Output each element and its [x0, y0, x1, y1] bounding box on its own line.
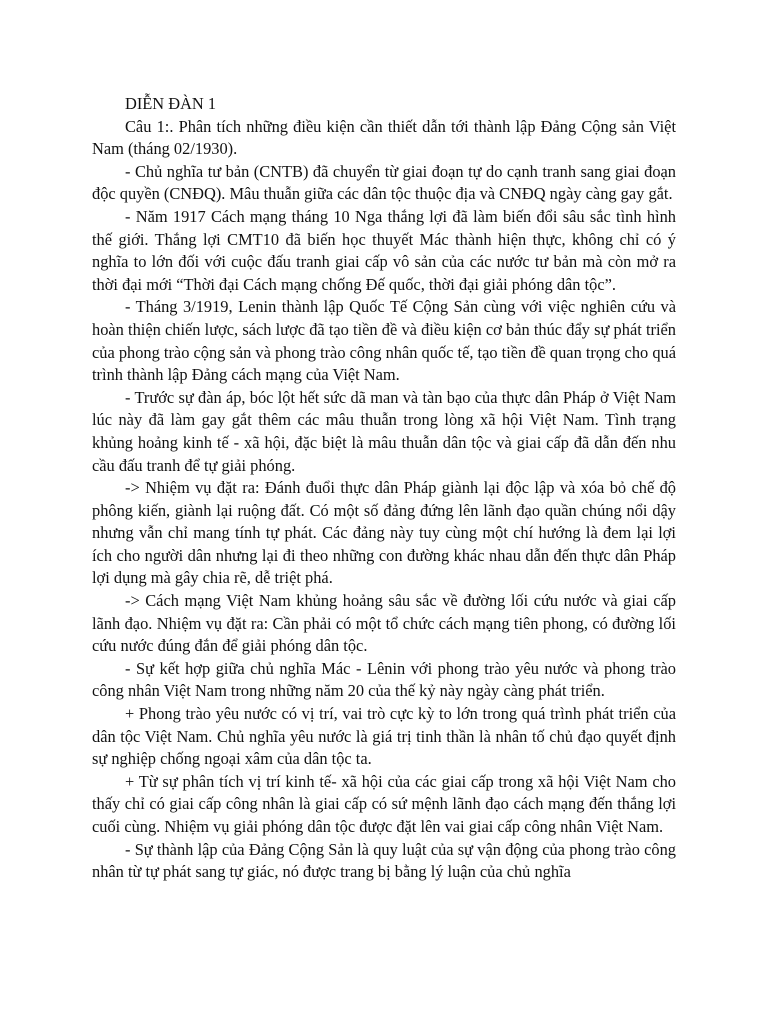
paragraph-colonial-oppression: - Trước sự đàn áp, bóc lột hết sức dã man và tàn bạo của thực dân Pháp ở Việt Nam lúc này đã làm gay gắt thêm các mâu thuẫn trong lòng xã hội Việt Nam. Tình trạng khủng hoảng kinh tế - xã hội, đặc biệt là mâu thuẫn dân tộc và giai cấp đã dẫn đến nhu cầu đấu tranh để tự giải phóng.	[92, 387, 676, 475]
paragraph-comintern-1919: - Tháng 3/1919, Lenin thành lập Quốc Tế Cộng Sản cùng với việc nghiên cứu và hoàn thiện chiến lược, sách lược đã tạo tiền đề và điều kiện cơ bản thúc đẩy sự phát triển của phong trào cộng sản và phong trào công nhân quốc tế, tạo tiền đề quan trọng cho quá trình thành lập Đảng cách mạng của Việt Nam.	[92, 297, 676, 385]
paragraph-marxism-combination: - Sự kết hợp giữa chủ nghĩa Mác - Lênin với phong trào yêu nước và phong trào công nhân Việt Nam trong những năm 20 của thế kỷ này ngày càng phát triển.	[92, 658, 676, 701]
paragraph-working-class: + Từ sự phân tích vị trí kinh tế- xã hội của các giai cấp trong xã hội Việt Nam cho thấy chỉ có giai cấp công nhân là giai cấp có sứ mệnh lãnh đạo cách mạng đến thắng lợi cuối cùng. Nhiệm vụ giải phóng dân tộc được đặt lên vai giai cấp công nhân Việt Nam.	[92, 771, 676, 836]
document-title: DIỄN ĐÀN 1	[125, 94, 217, 113]
paragraph-task-2: -> Cách mạng Việt Nam khủng hoảng sâu sắc về đường lối cứu nước và giai cấp lãnh đạo. Nhiệm vụ đặt ra: Cần phải có một tổ chức cách mạng tiên phong, có đường lối cứu nước đúng đắn để giải phóng dân tộc.	[92, 591, 676, 656]
question-heading: Câu 1:. Phân tích những điều kiện cần thiết dẫn tới thành lập Đảng Cộng sản Việt Nam (tháng 02/1930).	[92, 116, 676, 159]
paragraph-task-1: -> Nhiệm vụ đặt ra: Đánh đuổi thực dân Pháp giành lại độc lập và xóa bỏ chế độ phông kiến, giành lại ruộng đất. Có một số đảng đứng lên lãnh đạo quần chúng nổi dậy nhưng vẫn chỉ mang tính tự phát. Các đảng này tuy cùng một chí hướng là đem lại lợi ích cho người dân nhưng lại đi theo những con đường khác nhau dẫn đến thực dân Pháp lợi dụng mà gây chia rẽ, dễ triệt phá.	[92, 478, 676, 588]
paragraph-cntb: - Chủ nghĩa tư bản (CNTB) đã chuyển từ giai đoạn tự do cạnh tranh sang giai đoạn độc quyền (CNĐQ). Mâu thuẫn giữa các dân tộc thuộc địa và CNĐQ ngày càng gay gắt.	[92, 161, 676, 204]
document-page	[92, 93, 676, 884]
paragraph-party-founding: - Sự thành lập của Đảng Cộng Sản là quy luật của sự vận động của phong trào công nhân từ tự phát sang tự giác, nó được trang bị bằng lý luận của chủ nghĩa	[92, 839, 676, 882]
paragraph-revolution-1917: - Năm 1917 Cách mạng tháng 10 Nga thắng lợi đã làm biến đổi sâu sắc tình hình thế giới. Thắng lợi CMT10 đã biến học thuyết Mác thành hiện thực, không chỉ có ý nghĩa to lớn đối với cuộc đấu tranh giai cấp vô sản của các nước tư bản mà còn mở ra thời đại mới “Thời đại Cách mạng chống Đế quốc, thời đại giải phóng dân tộc”.	[92, 206, 676, 294]
paragraph-patriotic-movement: + Phong trào yêu nước có vị trí, vai trò cực kỳ to lớn trong quá trình phát triển của dân tộc Việt Nam. Chủ nghĩa yêu nước là giá trị tinh thần là nhân tố chủ đạo quyết định sự nghiệp chống ngoại xâm của dân tộc ta.	[92, 704, 676, 769]
